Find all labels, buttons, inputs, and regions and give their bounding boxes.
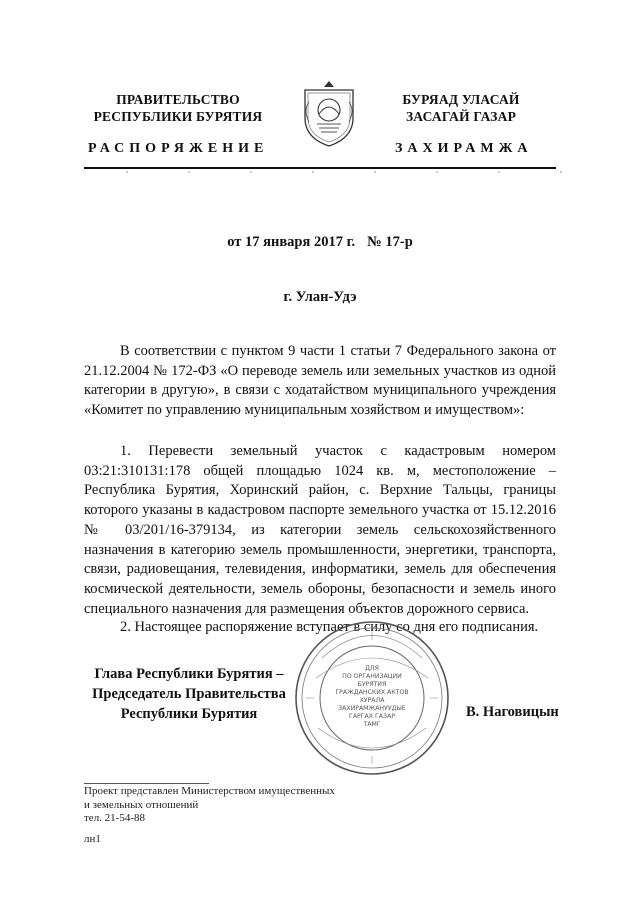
signatory-title	[84, 664, 294, 724]
stamp-line-6: ЗАХИРАМЖАНУУДЫЕ	[338, 705, 406, 712]
stamp-line-1: ДЛЯ	[365, 665, 379, 672]
doc-type-russian: РАСПОРЯЖЕНИЕ	[88, 141, 269, 156]
stamp-line-4: ГРАЖДАНСКИХ АКТОВ	[335, 689, 409, 696]
stamp-line-5: ХУРАЛА	[359, 697, 385, 704]
signatory-title-line-1: Глава Республики Бурятия –	[94, 666, 284, 682]
header-dot-row	[84, 171, 556, 177]
date-number-line	[0, 234, 640, 251]
footer-line-1: Проект представлен Министерством имущественных	[84, 785, 335, 797]
paragraph-item-2-text: 2. Настоящее распоряжение вступает в силу со дня его подписания.	[120, 619, 539, 635]
footer-note	[84, 785, 335, 826]
footer-line-3: тел. 21-54-88	[84, 812, 146, 824]
header-divider	[84, 167, 556, 169]
footer-code: лн1	[84, 833, 101, 845]
paragraph-preamble	[84, 342, 556, 421]
issuer-left-line-1: ПРАВИТЕЛЬСТВО	[116, 92, 240, 107]
issuer-right-line-2: ЗАСАГАЙ ГАЗАР	[405, 109, 517, 124]
signatory-title-line-2: Председатель Правительства	[92, 686, 286, 702]
official-stamp-icon	[292, 618, 452, 778]
footer-line-2: и земельных отношений	[84, 798, 199, 811]
issuer-left-block	[88, 91, 268, 125]
doc-type-buryat: ЗАХИРАМЖА	[395, 141, 533, 156]
header-dot	[188, 171, 190, 173]
issuer-right-line-1: БУРЯАД УЛАСАЙ	[402, 92, 520, 107]
document-date: от 17 января 2017 г.	[227, 234, 356, 250]
header-dot	[374, 171, 376, 173]
signatory-title-line-3: Республики Бурятия	[120, 706, 258, 722]
issuer-right-block	[366, 91, 556, 125]
header-dot	[250, 171, 252, 173]
coat-of-arms-icon	[297, 80, 361, 148]
header-dot	[312, 171, 314, 173]
paragraph-item-1	[84, 442, 556, 619]
header-dot	[498, 171, 500, 173]
footer-divider	[84, 783, 209, 784]
header-dot	[126, 171, 128, 173]
paragraph-item-1-text: 1. Перевести земельный участок с кадастровым номером 03:21:310131:178 общей площадью 1024 кв. м, местоположение – Республика Бурятия, Хоринский район, с. Верхние Тальцы, границы которого указаны в кадастровом паспорте земельного участка от 15.12.2016 № 03/201/16-379134, из категории земель сельскохозяйственного назначения в категорию земель промышленности, энергетики, транспорта, связи, радиовещания, телевидения, информатики, земель для обеспечения космической деятельности, земель обороны, безопасности и земель иного специального назначения для размещения объектов дорожного сервиса.	[84, 443, 556, 617]
stamp-line-7: ГАРГАХ ГАЗАР	[349, 713, 395, 720]
issuer-left-line-2: РЕСПУБЛИКИ БУРЯТИЯ	[93, 109, 263, 124]
header-dot	[436, 171, 438, 173]
stamp-line-3: БУРЯТИЯ	[357, 681, 387, 688]
stamp-line-2: ПО ОРГАНИЗАЦИИ	[342, 673, 402, 680]
document-city: г. Улан-Удэ	[283, 289, 357, 305]
document-number: № 17-р	[367, 234, 413, 250]
signatory-name: В. Наговицын	[466, 704, 559, 720]
paragraph-preamble-text: В соответствии с пунктом 9 части 1 статьи 7 Федерального закона от 21.12.2004 № 172-ФЗ «О переводе земель или земельных участков из одной категории в другую», в связи с ходатайством муниципального учреждения «Комитет по управлению муниципальным хозяйством и имуществом»:	[84, 343, 556, 419]
header-dot	[560, 171, 562, 173]
stamp-line-8: ТАМГ	[363, 721, 381, 728]
